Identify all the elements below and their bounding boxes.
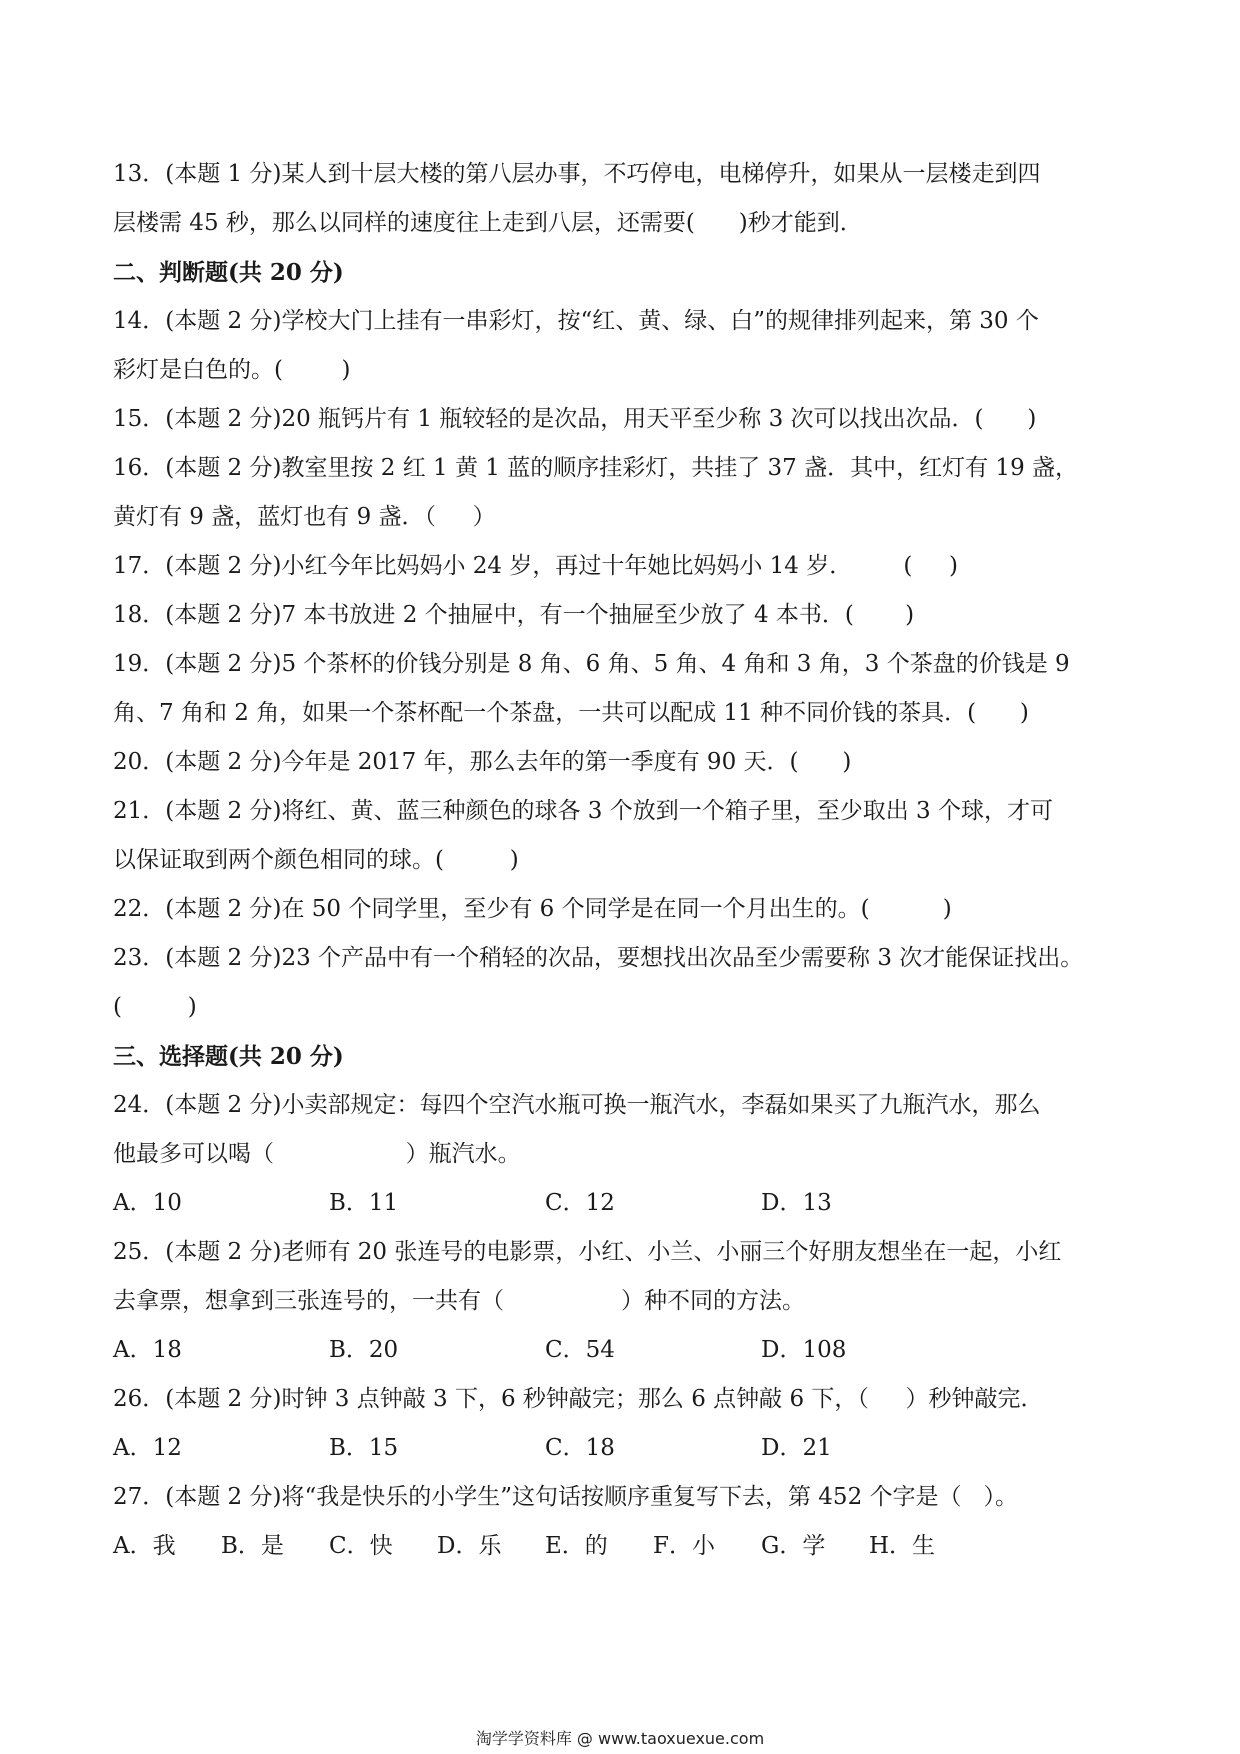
q26-option-b: B．15 <box>329 1435 399 1461</box>
q24-option-a: A．10 <box>113 1190 182 1216</box>
q13-line-2: 层楼需 45 秒，那么以同样的速度往上走到八层，还需要( )秒才能到． <box>113 210 863 236</box>
q24-line-2: 他最多可以喝（ ）瓶汽水。 <box>113 1141 521 1167</box>
q27-option-d: D．乐 <box>437 1533 502 1559</box>
q26-option-d: D．21 <box>761 1435 832 1461</box>
q27-option-b: B．是 <box>221 1533 284 1559</box>
q26-options <box>113 1424 1120 1473</box>
q25-option-d: D．108 <box>761 1337 847 1363</box>
q27-option-c: C．快 <box>329 1533 393 1559</box>
section-heading-judgement: 二、判断题(共 20 分) <box>113 259 344 286</box>
q27-option-e: E．的 <box>545 1533 608 1559</box>
q25-options <box>113 1326 1120 1375</box>
q27-option-a: A．我 <box>113 1533 176 1559</box>
q24-option-d: D．13 <box>761 1190 832 1216</box>
q26-line: 26．(本题 2 分)时钟 3 点钟敲 3 下，6 秒钟敲完；那么 6 点钟敲 6 下，（ ）秒钟敲完． <box>113 1386 1044 1412</box>
section-heading-choice: 三、选择题(共 20 分) <box>113 1043 344 1070</box>
q16-line-1: 16．(本题 2 分)教室里按 2 红 1 黄 1 蓝的顺序挂彩灯，共挂了 37 盏．其中，红灯有 19 盏， <box>113 455 1079 481</box>
q17-line: 17．(本题 2 分)小红今年比妈妈小 24 岁，再过十年她比妈妈小 14 岁． ( ) <box>113 553 958 579</box>
q26-option-c: C．18 <box>545 1435 615 1461</box>
q24-options <box>113 1179 1120 1228</box>
q14-line-1: 14．(本题 2 分)学校大门上挂有一串彩灯，按“红、黄、绿、白”的规律排列起来，第 30 个 <box>113 308 1039 334</box>
q18-line: 18．(本题 2 分)7 本书放进 2 个抽屉中，有一个抽屉至少放了 4 本书．( ) <box>113 602 915 628</box>
q25-option-a: A．18 <box>113 1337 182 1363</box>
q24-line-1: 24．(本题 2 分)小卖部规定：每四个空汽水瓶可换一瓶汽水，李磊如果买了九瓶汽水，那么 <box>113 1092 1041 1118</box>
q16-line-2: 黄灯有 9 盏，蓝灯也有 9 盏．（ ） <box>113 504 496 530</box>
q19-line-1: 19．(本题 2 分)5 个茶杯的价钱分别是 8 角、6 角、5 角、4 角和 3 角，3 个茶盘的价钱是 9 <box>113 651 1070 677</box>
q25-option-b: B．20 <box>329 1337 399 1363</box>
q15-line: 15．(本题 2 分)20 瓶钙片有 1 瓶较轻的是次品，用天平至少称 3 次可以找出次品．( ) <box>113 406 1037 432</box>
q24-option-b: B．11 <box>329 1190 399 1216</box>
q25-option-c: C．54 <box>545 1337 615 1363</box>
q24-option-c: C．12 <box>545 1190 615 1216</box>
footer-watermark: 淘学学资料库 @ www.taoxuexue.com <box>475 1729 765 1748</box>
q27-options <box>113 1522 1120 1571</box>
q14-line-2: 彩灯是白色的。( ) <box>113 357 351 383</box>
q27-option-g: G．学 <box>761 1533 826 1559</box>
q25-line-1: 25．(本题 2 分)老师有 20 张连号的电影票，小红、小兰、小丽三个好朋友想坐在一起，小红 <box>113 1239 1062 1265</box>
q21-line-2: 以保证取到两个颜色相同的球。( ) <box>113 847 519 873</box>
q13-line-1: 13．(本题 1 分)某人到十层大楼的第八层办事，不巧停电，电梯停升，如果从一层楼走到四 <box>113 161 1041 187</box>
q19-line-2: 角、7 角和 2 角，如果一个茶杯配一个茶盘，一共可以配成 11 种不同价钱的茶具．( ) <box>113 700 1029 726</box>
q21-line-1: 21．(本题 2 分)将红、黄、蓝三种颜色的球各 3 个放到一个箱子里，至少取出 3 个球，才可 <box>113 798 1053 824</box>
q23-line-1: 23．(本题 2 分)23 个产品中有一个稍轻的次品，要想找出次品至少需要称 3 次才能保证找出。 <box>113 945 1084 971</box>
q25-line-2: 去拿票，想拿到三张连号的，一共有（ ）种不同的方法。 <box>113 1288 805 1314</box>
q23-line-2: ( ) <box>113 994 197 1020</box>
q20-line: 20．(本题 2 分)今年是 2017 年，那么去年的第一季度有 90 天．( ) <box>113 749 852 775</box>
q22-line: 22．(本题 2 分)在 50 个同学里，至少有 6 个同学是在同一个月出生的。( ) <box>113 896 952 922</box>
q27-line: 27．(本题 2 分)将“我是快乐的小学生”这句话按顺序重复写下去，第 452 个字是（ ）。 <box>113 1484 1018 1510</box>
q27-option-f: F．小 <box>653 1533 715 1559</box>
q27-option-h: H．生 <box>869 1533 936 1559</box>
q26-option-a: A．12 <box>113 1435 182 1461</box>
